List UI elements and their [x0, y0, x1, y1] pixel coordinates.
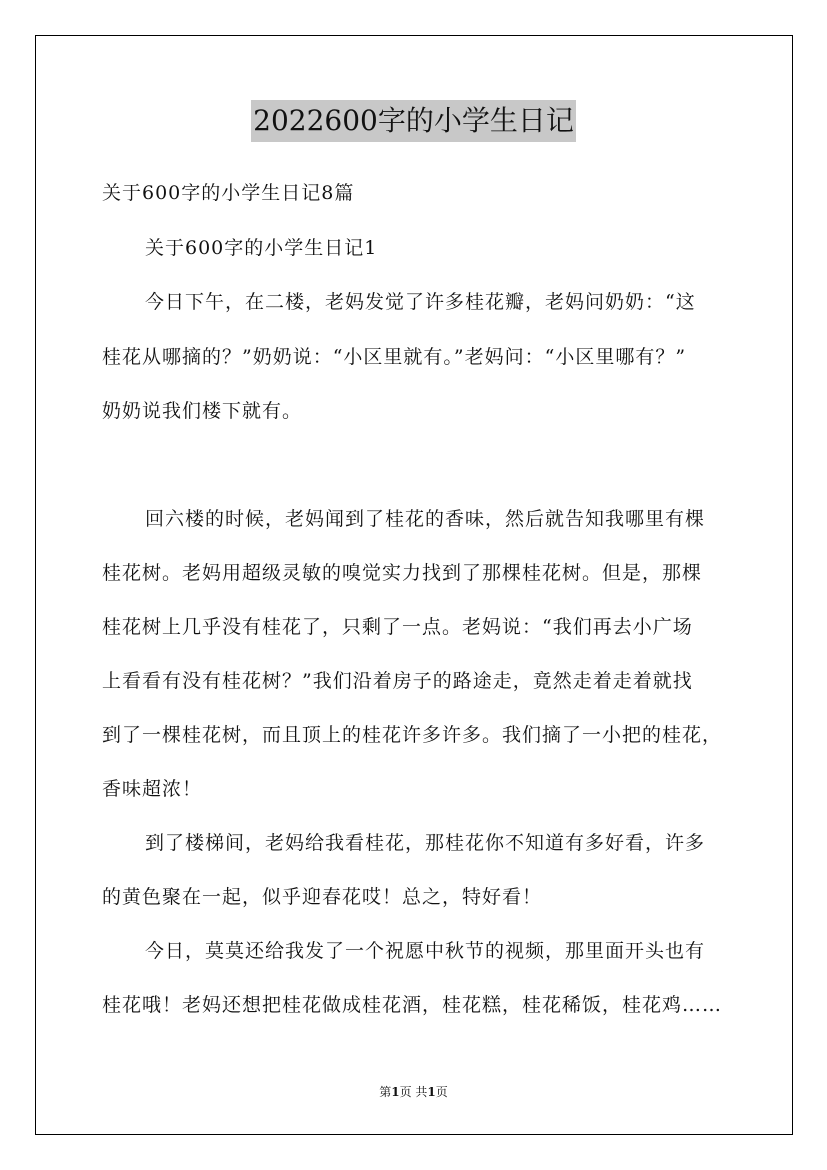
paragraph-line: 香味超浓！ [102, 778, 203, 800]
paragraph-line: 今日下午，在二楼，老妈发觉了许多桂花瓣，老妈问奶奶：“这 [145, 291, 696, 313]
document-title: 2022600字的小学生日记 [251, 100, 576, 142]
paragraph-line: 上看看有没有桂花树？”我们沿着房子的路途走，竟然走着走着就找 [102, 670, 693, 692]
footer-page-current: 1 [391, 1085, 400, 1099]
document-subtitle: 关于600字的小学生日记8篇 [102, 182, 355, 204]
footer-page-suffix: 页 [435, 1085, 448, 1099]
footer-page-total: 1 [427, 1085, 436, 1099]
paragraph-line: 到了一棵桂花树，而且顶上的桂花许多许多。我们摘了一小把的桂花， [102, 724, 723, 746]
section-heading: 关于600字的小学生日记1 [145, 237, 378, 259]
footer-page-mid: 页 共 [399, 1085, 428, 1099]
page-footer [0, 1084, 827, 1100]
paragraph-line: 奶奶说我们楼下就有。 [102, 400, 303, 422]
paragraph-line: 桂花树。老妈用超级灵敏的嗅觉实力找到了那棵桂花树。但是，那棵 [102, 562, 703, 584]
paragraph-line: 到了楼梯间，老妈给我看桂花，那桂花你不知道有多好看，许多 [145, 832, 706, 854]
paragraph-line: 的黄色聚在一起，似乎迎春花哎！总之，特好看！ [102, 886, 543, 908]
title-container [0, 100, 827, 142]
paragraph-line: 桂花从哪摘的？”奶奶说：“小区里就有。”老妈问：“小区里哪有？” [102, 346, 687, 368]
paragraph-line: 桂花树上几乎没有桂花了，只剩了一点。老妈说：“我们再去小广场 [102, 616, 693, 638]
paragraph-line: 桂花哦！老妈还想把桂花做成桂花酒，桂花糕，桂花稀饭，桂花鸡…… [102, 994, 723, 1016]
footer-page-prefix: 第 [379, 1085, 392, 1099]
paragraph-line: 今日，莫莫还给我发了一个祝愿中秋节的视频，那里面开头也有 [145, 940, 706, 962]
paragraph-line: 回六楼的时候，老妈闻到了桂花的香味，然后就告知我哪里有棵 [145, 508, 706, 530]
